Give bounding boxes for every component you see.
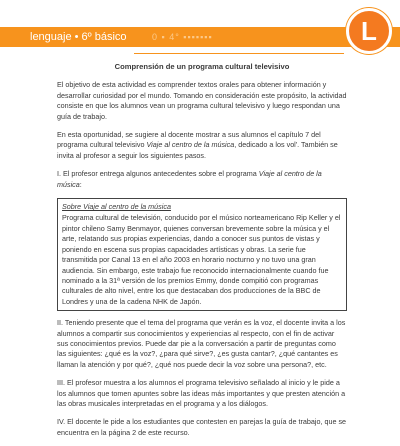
subject-label: lenguaje • 6º básico [30,31,127,43]
subject-logo-icon [346,8,392,54]
suggestion-program-title: Viaje al centro de la música [146,140,235,150]
step-1-text-a: I. El profesor entrega algunos antecedentes sobre el programa [57,169,259,179]
page-header [0,0,400,66]
step-4-paragraph: IV. El docente le pide a los estudiantes que contesten en parejas la guía de trabajo, que se encuentra en la página 2 de este recurso. [57,417,347,437]
step-3-paragraph: III. El profesor muestra a los alumnos el programa televisivo señalado al inicio y le pide a los alumnos que tomen apuntes sobre las ideas más importantes y que presten atención a las obras musicales interpretadas en el programa y a los diálogos. [57,378,346,408]
objective-paragraph: El objetivo de esta actividad es comprender textos orales para obtener información y desarrollar curiosidad por el mundo. Tomando en consideración este propósito, la actividad consiste en que los alumnos vean un programa cultural televisivo y luego respondan una guía de trabajo. [57,80,347,121]
program-info-box [57,198,347,311]
course-code-text: 0 ▪ 4° ▪▪▪▪▪▪▪ [152,32,213,42]
header-divider [134,53,344,54]
step-2-paragraph: II. Teniendo presente que el tema del programa que verán es la voz, el docente invita a los alumnos a compartir sus conocimientos y experiencias al respecto, con el fin de activar sus conocimientos previos. Puede dar pie a la conversación a partir de preguntas como las siguientes: ¿qué es la voz?, ¿para qué sirve?, ¿es gusta cantar?, ¿qué cantantes es llaman la atención y por qué?, ¿qué nos puede decir la voz sobre una persona?, etc. [57,318,346,369]
suggestion-paragraph [57,130,347,161]
step-1-paragraph [57,169,347,190]
document-title: Comprensión de un programa cultural televisivo [114,62,290,71]
logo-letter: L [361,16,377,46]
suggestion-text-a: En esta oportunidad, se sugiere al docente mostrar a sus alumnos el capítulo 7 del programa cultural televisivo [57,130,321,150]
step-1-text-b: : [79,179,82,189]
program-info-title: Sobre Viaje al centro de la música [62,202,171,212]
step-1-program-title: Viaje al centro de la música [57,169,322,189]
suggestion-text-b: , dedicado a los vol'. También se invita al profesor a seguir los siguientes pasos. [57,140,338,160]
program-info-text: Programa cultural de televisión, conducido por el músico norteamericano Rip Keller y el pintor chileno Samy Benmayor, quienes conversan brevemente sobre la música y el arte, relatando sus propias experiencias, dando a conocer sus puntos de vistas y poniendo en escena sus propias capacidades artísticas y obras. La serie fue transmitida por Canal 13 en el año 2003 en horario nocturno y no tuvo una gran audiencia. Sin embargo, este trabajo fue reconocido internacionalmente cuando fue nominado a la 31ª versión de los premios Emmy, donde compitió con programas culturales de alto nivel, entre los que destacaban dos producciones de la BBC de Londres y una de la cadena NHK de Japón. [62,213,341,306]
document-body [57,62,347,446]
